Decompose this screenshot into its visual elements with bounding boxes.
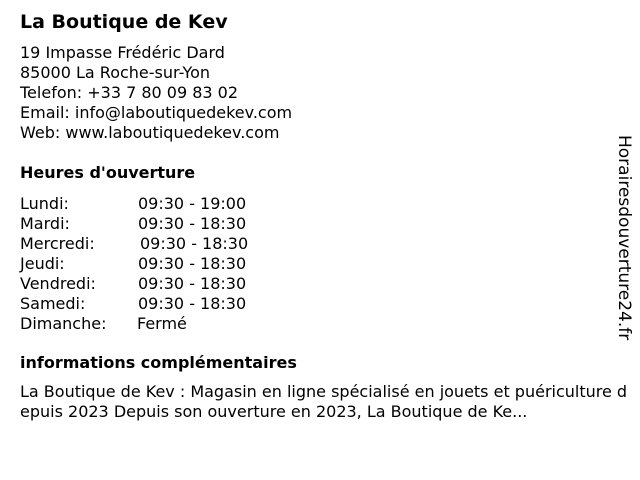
hours-row-tuesday: [20, 214, 320, 234]
day-label: Mardi:: [20, 214, 70, 233]
day-label: Dimanche:: [20, 314, 107, 333]
additional-info-heading: informations complémentaires: [20, 353, 297, 372]
hours-row-monday: [20, 194, 320, 214]
time-range: 09:30 - 18:30: [138, 254, 247, 273]
site-brand-vertical: Horairesdouverture24.fr: [614, 135, 634, 341]
time-range: 09:30 - 18:30: [138, 294, 247, 313]
time-range: 09:30 - 18:30: [138, 214, 247, 233]
opening-hours-heading: Heures d'ouverture: [20, 163, 196, 182]
hours-row-saturday: [20, 294, 320, 314]
day-label: Mercredi:: [20, 234, 95, 253]
phone-number: Telefon: +33 7 80 09 83 02: [20, 83, 239, 102]
shop-description: La Boutique de Kev : Magasin en ligne spécialisé en jouets et puériculture depuis 2023 Depuis son ouverture en 2023, La Boutique de Ke...: [20, 382, 628, 421]
day-label: Vendredi:: [20, 274, 96, 293]
day-label: Samedi:: [20, 294, 86, 313]
time-range: 09:30 - 18:30: [138, 274, 247, 293]
address-city: 85000 La Roche-sur-Yon: [20, 63, 211, 82]
contact-details: [20, 43, 292, 143]
time-range: 09:30 - 19:00: [138, 194, 247, 213]
address-street: 19 Impasse Frédéric Dard: [20, 43, 225, 62]
time-closed: Fermé: [137, 314, 187, 333]
hours-row-friday: [20, 274, 320, 294]
hours-row-thursday: [20, 254, 320, 274]
opening-hours-list: [20, 194, 320, 334]
shop-name: La Boutique de Kev: [20, 11, 228, 33]
email-address: Email: info@laboutiquedekev.com: [20, 103, 293, 122]
hours-row-sunday: [20, 314, 320, 334]
hours-row-wednesday: [20, 234, 320, 254]
day-label: Jeudi:: [20, 254, 65, 273]
time-range: 09:30 - 18:30: [140, 234, 249, 253]
website: Web: www.laboutiquedekev.com: [20, 123, 280, 142]
day-label: Lundi:: [20, 194, 69, 213]
